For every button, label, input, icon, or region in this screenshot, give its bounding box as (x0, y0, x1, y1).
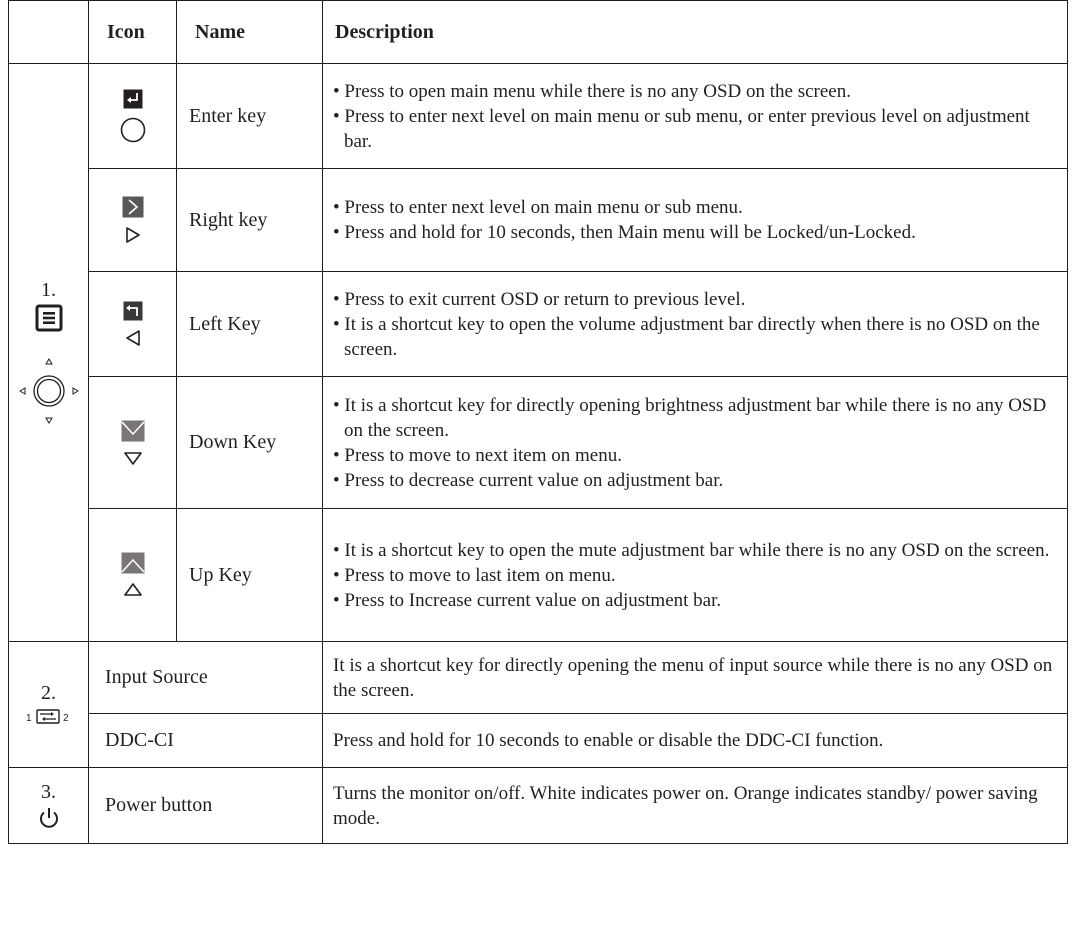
group-1-cell (9, 64, 89, 642)
table-row (9, 642, 1068, 714)
header-row (9, 1, 1068, 64)
key-description (323, 169, 1068, 272)
back-arrow-icon (123, 301, 143, 321)
input-source-description: It is a shortcut key for directly opening the menu of input source while there is no any OSD on the screen. (323, 642, 1068, 714)
group-number: 3. (41, 781, 56, 803)
table-row (9, 377, 1068, 509)
ddc-ci-description: Press and hold for 10 seconds to enable or disable the DDC-CI function. (323, 714, 1068, 768)
ddc-ci-name: DDC-CI (89, 714, 323, 768)
input-source-icon (26, 707, 72, 727)
bullet-item: • Press to open main menu while there is no any OSD on the screen. (333, 80, 851, 102)
group-2-cell (9, 642, 89, 768)
bullet-item: • Press and hold for 10 seconds, then Main menu will be Locked/un-Locked. (333, 222, 916, 243)
monitor-controls-table (8, 0, 1068, 844)
power-description: Turns the monitor on/off. White indicates power on. Orange indicates standby/ power saving mode. (323, 768, 1068, 844)
key-name: Right key (177, 169, 323, 272)
key-description (323, 64, 1068, 169)
icon-cell (89, 377, 177, 509)
circle-icon (120, 117, 146, 143)
icon-cell (89, 272, 177, 377)
icon-cell (89, 169, 177, 272)
controls-table-container (8, 0, 1068, 844)
power-icon (37, 806, 61, 830)
menu-icon (35, 304, 63, 332)
up-triangle-icon (123, 582, 143, 598)
power-name: Power button (89, 768, 323, 844)
icon-cell (89, 64, 177, 169)
input-label-left: 1 (25, 713, 32, 724)
down-triangle-icon (123, 450, 143, 466)
down-chevron-icon (121, 420, 145, 442)
bullet-item: • Press to exit current OSD or return to previous level. (333, 288, 746, 310)
bullet-item: • It is a shortcut key to open the volume adjustment bar directly when there is no OSD on the screen. (333, 313, 1040, 360)
bullet-item: • Press to enter next level on main menu or sub menu. (333, 197, 743, 218)
key-description (323, 377, 1068, 509)
enter-icon (123, 89, 143, 109)
group-3-cell (9, 768, 89, 844)
table-row (9, 768, 1068, 844)
key-description (323, 509, 1068, 642)
group-number: 2. (41, 682, 56, 704)
input-label-right: 2 (62, 713, 69, 724)
header-icon: Icon (89, 1, 177, 64)
key-description (323, 272, 1068, 377)
header-blank (9, 1, 89, 64)
table-row (9, 169, 1068, 272)
key-name: Enter key (177, 64, 323, 169)
joystick-icon (17, 356, 81, 426)
bullet-item: • Press to decrease current value on adjustment bar. (333, 469, 724, 491)
up-chevron-icon (121, 552, 145, 574)
bullet-item: • Press to Increase current value on adjustment bar. (333, 589, 722, 611)
bullet-item: • Press to move to last item on menu. (333, 564, 616, 586)
table-row (9, 509, 1068, 642)
bullet-item: • Press to move to next item on menu. (333, 444, 622, 466)
left-triangle-icon (124, 329, 142, 347)
key-name: Down Key (177, 377, 323, 509)
bullet-item: • Press to enter next level on main menu or sub menu, or enter previous level on adjustment bar. (333, 105, 1030, 152)
key-name: Up Key (177, 509, 323, 642)
right-arrow-icon (122, 196, 144, 218)
right-triangle-icon (124, 226, 142, 244)
group-number: 1. (41, 279, 56, 301)
header-name: Name (177, 1, 323, 64)
table-row (9, 714, 1068, 768)
icon-cell (89, 509, 177, 642)
bullet-item: • It is a shortcut key to open the mute adjustment bar while there is no any OSD on the screen. (333, 539, 1050, 561)
header-description: Description (323, 1, 1068, 64)
key-name: Left Key (177, 272, 323, 377)
bullet-item: • It is a shortcut key for directly opening brightness adjustment bar while there is no any OSD on the screen. (333, 394, 1047, 441)
table-row (9, 272, 1068, 377)
input-source-name: Input Source (89, 642, 323, 714)
table-row (9, 64, 1068, 169)
